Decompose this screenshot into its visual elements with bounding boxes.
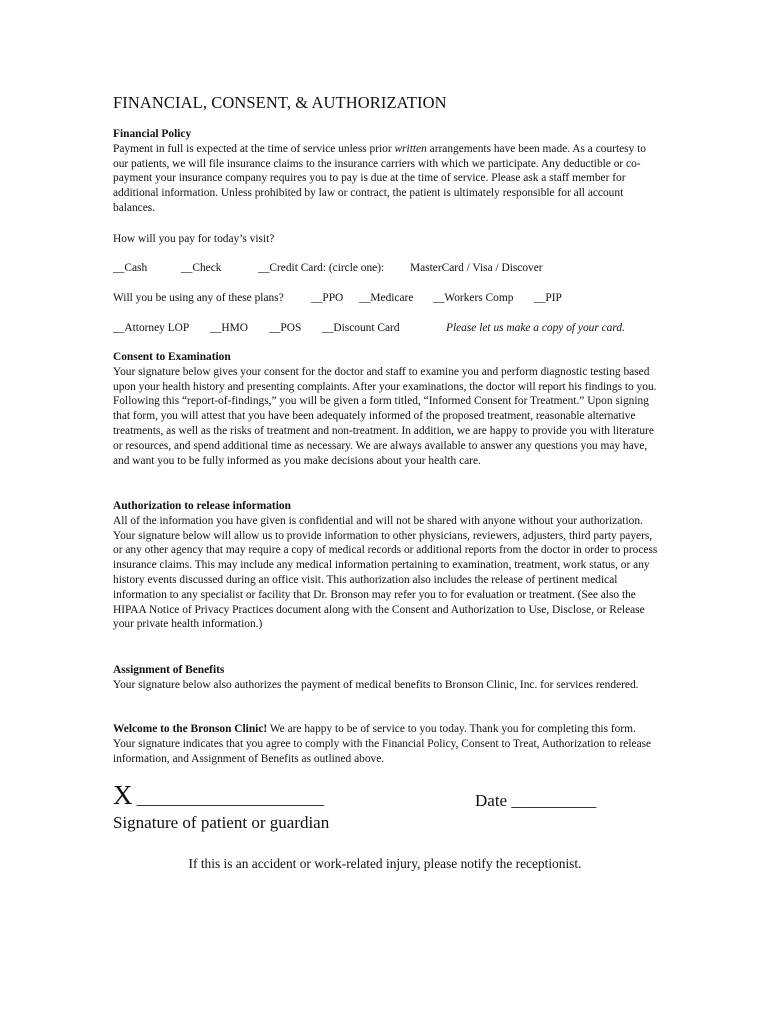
plan-option-workers-comp[interactable]: __Workers Comp (433, 292, 514, 304)
date-label: Date (475, 791, 508, 810)
payment-question: How will you pay for today’s visit? (113, 233, 275, 245)
consent-heading: Consent to Examination (113, 351, 231, 363)
authorization-section (113, 499, 658, 632)
plan-option-hmo[interactable]: __HMO (210, 322, 248, 334)
page-title: FINANCIAL, CONSENT, & AUTHORIZATION (113, 93, 447, 112)
credit-card-types[interactable]: MasterCard / Visa / Discover (410, 262, 543, 274)
payment-option-credit-card[interactable]: __Credit Card: (circle one): (258, 262, 385, 274)
welcome-text (113, 722, 658, 766)
consent-section (113, 350, 658, 468)
plan-option-pos[interactable]: __POS (269, 322, 302, 334)
payment-option-cash[interactable]: __Cash (113, 262, 148, 274)
payment-option-check[interactable]: __Check (181, 262, 222, 274)
assignment-heading: Assignment of Benefits (113, 664, 225, 676)
financial-policy-text-start: Payment in full is expected at the time of service unless prior (113, 142, 395, 155)
plan-option-pip[interactable]: __PIP (534, 292, 562, 304)
authorization-heading: Authorization to release information (113, 500, 291, 512)
plan-option-medicare[interactable]: __Medicare (359, 292, 414, 304)
plan-option-attorney-lop[interactable]: __Attorney LOP (113, 322, 190, 334)
financial-policy-text-end: arrangements have been made. As a courtesy to our patients, we will file insurance claims to the insurance carriers with which we participate. Any deductible or co-payment your insurance company requires you to pay is due at the time of service. Please ask a staff member for additional information. Unless prohibited by law or contract, the patient is ultimately responsible for all account balances. (113, 142, 646, 214)
plans-row (113, 291, 658, 306)
signature-label: Signature of patient or guardian (113, 813, 330, 832)
financial-policy-text (113, 142, 658, 216)
financial-policy-heading: Financial Policy (113, 128, 192, 140)
financial-policy-section (113, 127, 658, 216)
signature-line[interactable] (113, 780, 324, 811)
welcome-body: We are happy to be of service to you today. Thank you for completing this form. Your signature indicates that you agree to comply with the Financial Policy, Consent to Treat, Authorization to release information, and Assignment of Benefits as outlined above. (113, 723, 652, 765)
payment-options-row (113, 261, 658, 276)
plan-option-discount-card[interactable]: __Discount Card (322, 322, 400, 334)
welcome-section (113, 722, 658, 766)
plans-question: Will you be using any of these plans? (113, 292, 284, 304)
plans-row-2 (113, 321, 658, 336)
financial-policy-emphasis: written (394, 142, 427, 155)
assignment-section (113, 663, 658, 693)
assignment-text: Your signature below also authorizes the payment of medical benefits to Bronson Clinic, Inc. for services rendered. (113, 678, 639, 691)
footer-note: If this is an accident or work-related injury, please notify the receptionist. (188, 856, 582, 871)
signature-x-mark: X (113, 780, 133, 810)
signature-underline: ______________________ (136, 789, 324, 808)
consent-text: Your signature below gives your consent for the doctor and staff to examine you and perform diagnostic testing based upon your health history and presenting complaints. After your examinations, the doctor will report his findings to you. Following this “report-of-findings,” you will be given a form titled, “Informed Consent for Treatment.” Upon signing that form, you will attest that you have been adequately informed of the proposed treatment, reasonable alternative treatments, as well as the risks of treatment and non-treatment. In addition, we are happy to provide you with literature or resources, and spend additional time as necessary. We are always available to answer any questions you may have, and want you to be fully informed as you make decisions about your health care. (113, 365, 657, 467)
copy-card-note: Please let us make a copy of your card. (446, 322, 625, 334)
plan-option-ppo[interactable]: __PPO (311, 292, 344, 304)
authorization-text: All of the information you have given is confidential and will not be shared with anyone without your authorization. Your signature below will allow us to provide information to other physicians, reviewers, adjusters, third party payers, or any other agency that may require a copy of medical records or additional reports from the doctor in order to process insurance claims. This may include any medical information pertaining to examination, treatment, work status, or any history events discussed during an office visit. This authorization also includes the release of pertinent medical information to any specialist or facility that Dr. Bronson may refer you to for evaluation or treatment. (See also the HIPAA Notice of Privacy Practices document along with the Consent and Authorization to Use, Disclose, or Release your private health information.) (113, 514, 658, 631)
date-field[interactable] (475, 791, 596, 811)
date-underline: __________ (511, 791, 597, 810)
welcome-bold: Welcome to the Bronson Clinic! (113, 723, 268, 735)
